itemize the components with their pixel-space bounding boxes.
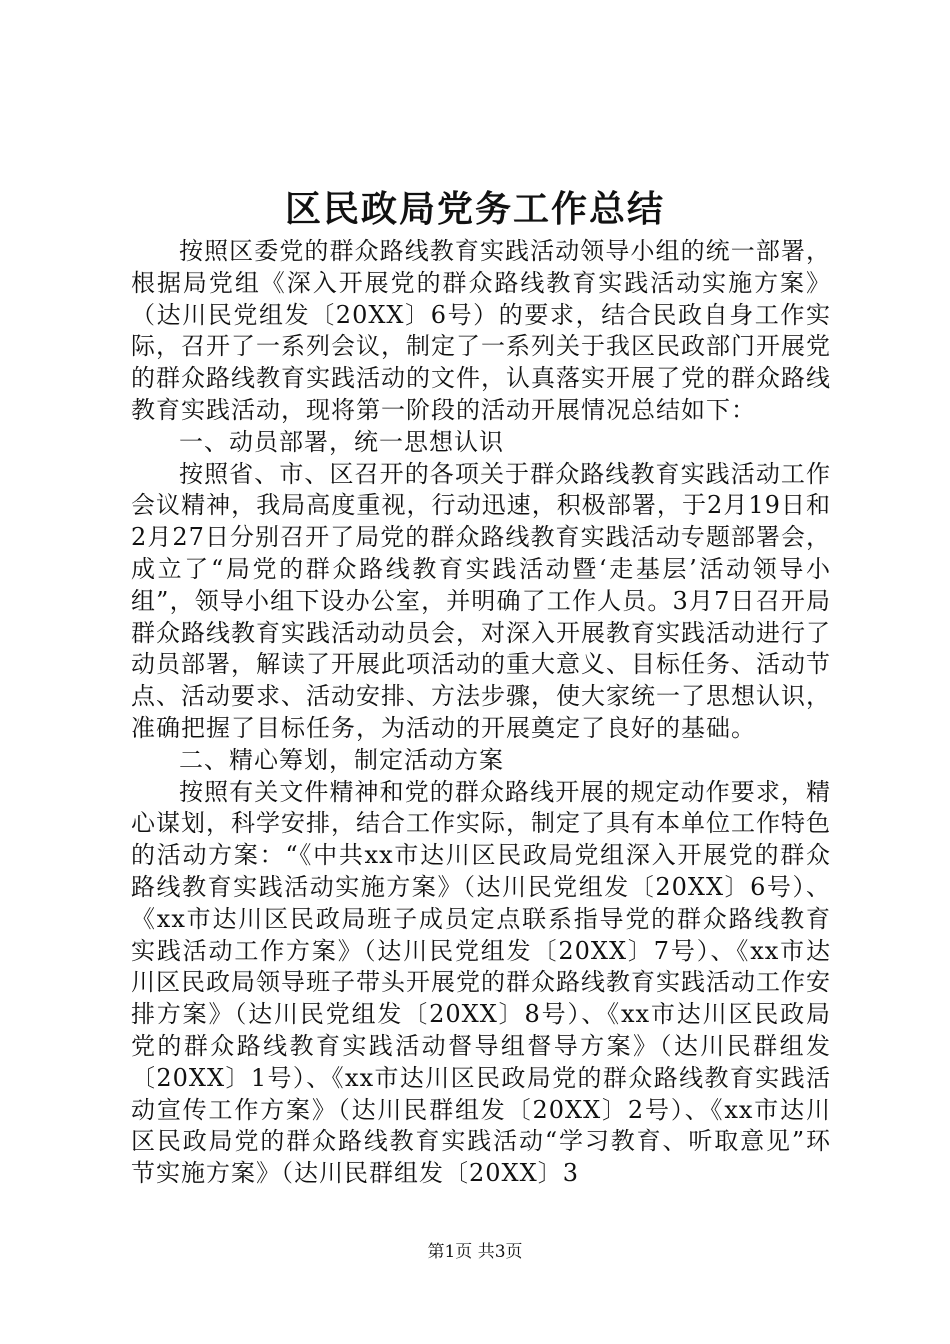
section-heading-1: 一、动员部署，统一思想认识 [179, 427, 504, 456]
intro-paragraph: 按照区委党的群众路线教育实践活动领导小组的统一部署，根据局党组《深入开展党的群众路线教育实践活动实施方案》（达川民党组发〔20XX〕6号）的要求，结合民政自身工作实际，召开了一系列会议，制定了一系列关于我区民政部门开展党的群众路线教育实践活动的文件，认真落实开展了党的群众路线教育实践活动，现将第一阶段的活动开展情况总结如下： [131, 237, 831, 424]
section-2-paragraph: 按照有关文件精神和党的群众路线开展的规定动作要求，精心谋划，科学安排，结合工作实际，制定了具有本单位工作特色的活动方案：“《中共xx市达川区民政局党组深入开展党的群众路线教育实践活动实施方案》（达川民党组发〔20XX〕6号）、《xx市达川区民政局班子成员定点联系指导党的群众路线教育实践活动工作方案》（达川民党组发〔20XX〕7号）、《xx市达川区民政局领导班子带头开展党的群众路线教育实践活动工作安排方案》（达川民党组发〔20XX〕8号）、《xx市达川区民政局党的群众路线教育实践活动督导组督导方案》（达川民群组发〔20XX〕1号）、《xx市达川区民政局党的群众路线教育实践活动宣传工作方案》（达川民群组发〔20XX〕2号）、《xx市达川区民政局党的群众路线教育实践活动“学习教育、听取意见”环节实施方案》（达川民群组发〔20XX〕3 [131, 777, 831, 1188]
page-footer: 第1页 共3页 [427, 1242, 523, 1262]
document-title: 区民政局党务工作总结 [284, 188, 665, 230]
document-body [131, 236, 831, 1190]
section-1-paragraph: 按照省、市、区召开的各项关于群众路线教育实践活动工作会议精神，我局高度重视，行动迅速，积极部署，于2月19日和2月27日分别召开了局党的群众路线教育实践活动专题部署会，成立了“局党的群众路线教育实践活动暨‘走基层’活动领导小组”，领导小组下设办公室，并明确了工作人员。3月7日召开局群众路线教育实践活动动员会，对深入开展教育实践活动进行了动员部署，解读了开展此项活动的重大意义、目标任务、活动节点、活动要求、活动安排、方法步骤，使大家统一了思想认识，准确把握了目标任务，为活动的开展奠定了良好的基础。 [131, 459, 831, 742]
section-heading-2: 二、精心筹划，制定活动方案 [179, 745, 504, 774]
